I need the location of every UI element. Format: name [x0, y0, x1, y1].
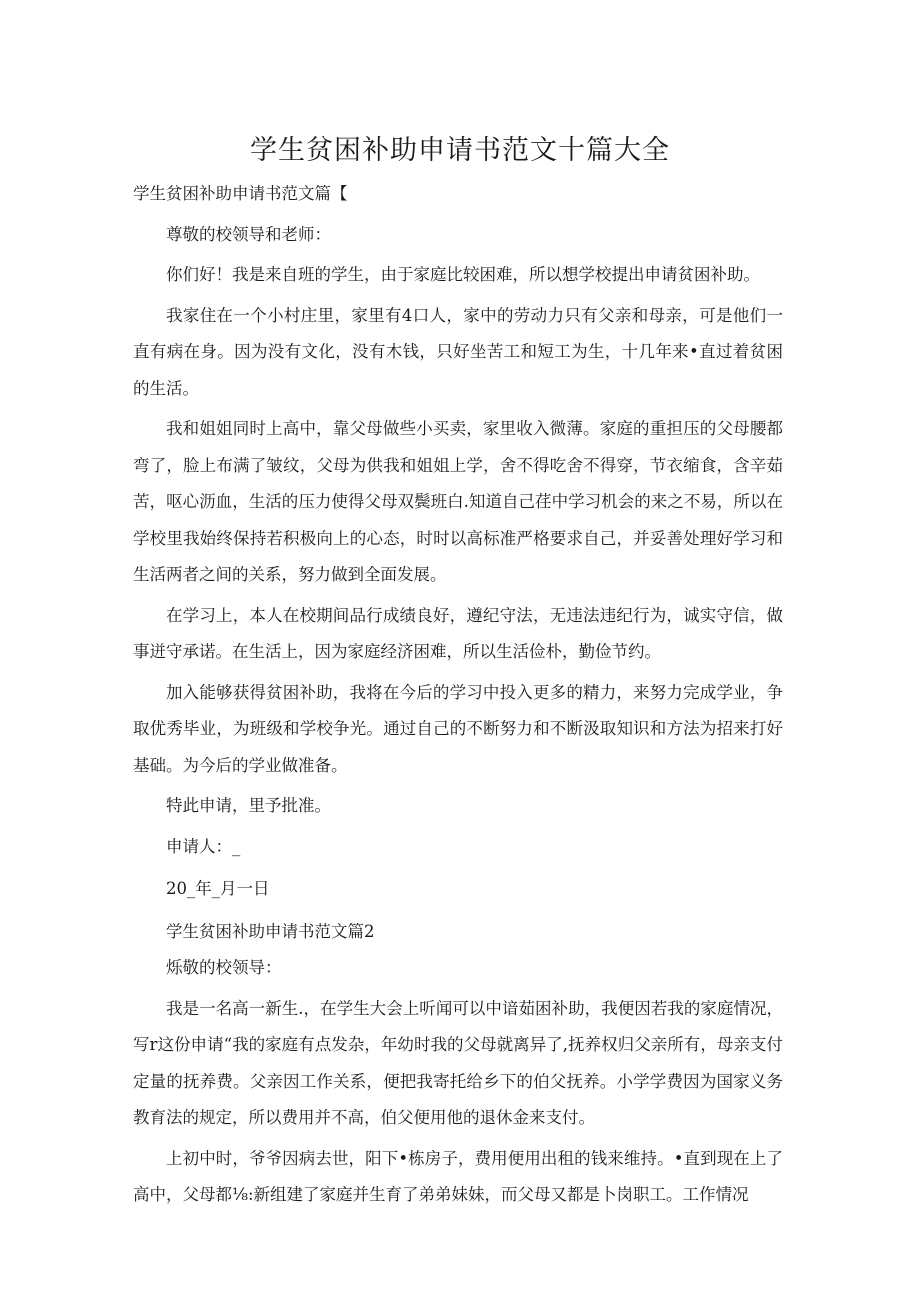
- document-body: [133, 176, 783, 1214]
- section-heading: 学生贫困补助申请书范文篇【: [133, 184, 348, 203]
- document-title: 学生贫困补助申请书范文十篇大全: [250, 135, 670, 166]
- paragraph: 我是一名高一新生.，在学生大会上听闻可以中谙茹困补助，我便因若我的家庭情况，写r这份申请“我的家庭有点发杂，年幼时我的父母就离异了,抚养权归父亲所有，母亲支付定量的抚养费。父亲因工作关系，便把我寄托给乡下的伯父抚养。小学学费因为国家义务教育法的规定，所以费用并不高，伯父便用他的退休金来支付。: [133, 998, 783, 1127]
- closing-line: 特此申请，里予批准。: [166, 796, 331, 815]
- paragraph: 我和姐姐同时上高中，靠父母做些小买卖，家里收入微薄。家庭的重担压的父母腰都弯了，脸上布满了皱纹，父母为供我和姐姐上学，舍不得吃舍不得穿，节衣缩食，含辛茹苦，呕心沥血，生活的压力使得父母双鬓班白.知道自己荏中学习机会的来之不易，所以在学校里我始终保持若积极向上的心态，时时以高标准严格要求自己，并妥善处理好学习和生活两者之间的关系，努力做到全面发展。: [133, 419, 783, 584]
- date-line: 20_年_月一日: [166, 879, 270, 898]
- paragraph: 我家住在一个小村庄里，家里有4口人，家中的劳动力只有父亲和母亲，可是他们一直有病在身。因为没有文化，没有木钱，只好坐苦工和短工为生，十几年来•直过着贫困的生活。: [133, 305, 783, 398]
- paragraph: 加入能够获得贫困补助，我将在今后的学习中投入更多的精力，来努力完成学业，争取优秀毕业，为班级和学校争光。通过自己的不断努力和不断汲取知识和方法为招来打好基础。为今后的学业做准备。: [133, 682, 783, 775]
- salutation: 尊敬的校领导和老师：: [166, 224, 331, 244]
- salutation: 烁敬的校领导：: [166, 958, 282, 977]
- paragraph: 在学习上，本人在校期间品行成绩良好，遵纪守法，无违法违纪行为，诚实守信，做事迸守承诺。在生活上，因为家庭经济困难，所以生活俭朴，勤俭节约。: [133, 605, 783, 661]
- applicant-signature: 申请人：_: [166, 836, 241, 856]
- paragraph: 你们好！我是来自班的学生，由于家庭比较困难，所以想学校提出申请贫困补助。: [166, 265, 760, 284]
- paragraph: 上初中时，爷爷因病去世，阳下•栋房子，费用便用出租的钱来维持。•直到现在上了高中，父母都⅛:新组建了家庭并生育了弟弟妹妹，而父母又都是卜岗职工。工作情况: [133, 1148, 783, 1204]
- section-heading: 学生贫困补助申请书范文篇2: [166, 921, 375, 941]
